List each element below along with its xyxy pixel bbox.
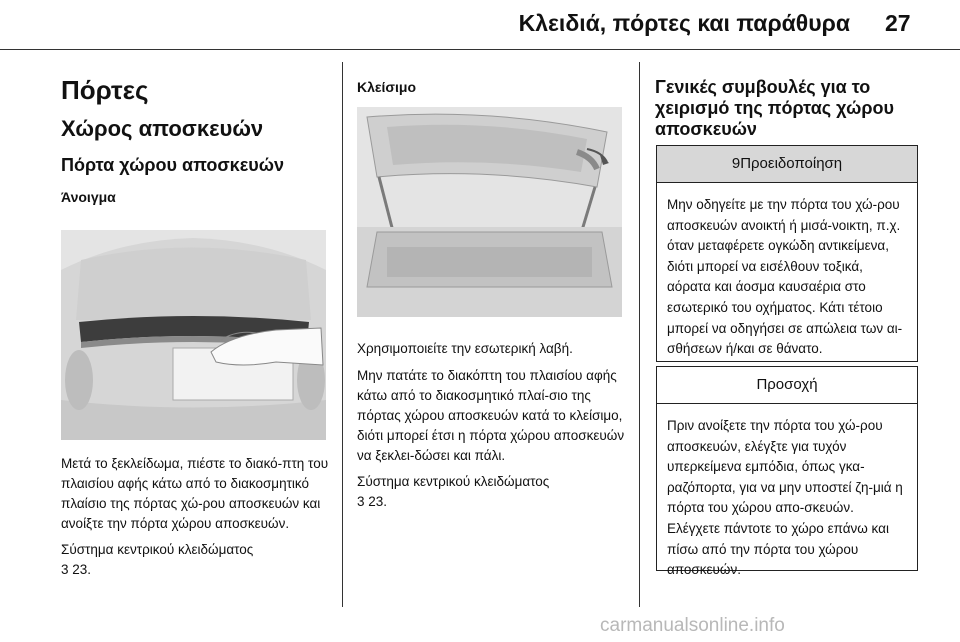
central-locking-reference	[61, 540, 329, 580]
tailgate-hand-illustration	[61, 230, 326, 440]
closing-heading: Κλείσιμο	[357, 79, 417, 95]
warning-title: Προειδοποίηση	[740, 155, 843, 172]
sub-subsection-title: Πόρτα χώρου αποσκευών	[61, 155, 284, 175]
warning-text: Μην οδηγείτε με την πόρτα του χώ-ρου αποσκευών ανοικτή ή μισά-νοικτη, π.χ. όταν μεταφέρετε ογκώδη αντικείμενα, διότι μπορεί να εισέλθουν τοξικά, αόρατα και άοσμα καυσαέρια στο εσωτερικό του οχήματος. Κάτι τέτοιο μπορεί να οδηγήσει σε απώλεια των αι-σθήσεων ή/και σε θάνατο.	[667, 197, 903, 357]
subsection-title: Χώρος αποσκευών	[61, 116, 264, 141]
closing-warning-text: Μην πατάτε το διακόπτη του πλαισίου αφής κάτω από το διακοσμητικό πλαί-σιο της πόρτας χώρου αποσκευών κατά το κλείσιμο, διότι μπορεί έτσι η πόρτα χώρου αποσκευών να ξεκλει-δώσει και πάλι.	[357, 368, 625, 463]
caution-text: Πριν ανοίξετε την πόρτα του χώ-ρου αποσκευών, ελέγξτε για τυχόν υπερκείμενα εμπόδια, όπως γκα-ραζόπορτα, για να μην υποστεί ζη-μιά η πόρτα του χώρου απο-σκευών. Ελέγχετε πάντοτε το χώρο επάνω και πίσω από την πόρτα του χώρου αποσκευών.	[667, 418, 903, 578]
warning-triangle-icon: 9	[731, 155, 741, 172]
column-2	[357, 77, 627, 512]
tailgate-opening-figure	[61, 230, 326, 440]
caution-box-header: Προσοχή	[657, 367, 917, 404]
tailgate-open-illustration	[357, 107, 622, 317]
column-3	[655, 77, 917, 140]
xref-symbol-2: 3	[357, 494, 365, 509]
page-reference-2[interactable]	[357, 494, 387, 509]
caution-box	[656, 366, 918, 578]
central-locking-text-2: Σύστημα κεντρικού κλειδώματος	[357, 474, 550, 489]
xref-symbol: 3	[61, 562, 69, 577]
central-locking-reference-2	[357, 472, 627, 512]
central-locking-text: Σύστημα κεντρικού κλειδώματος	[61, 542, 254, 557]
warning-box	[656, 145, 918, 362]
column-divider-2	[639, 62, 640, 607]
use-inner-handle: Χρησιμοποιείτε την εσωτερική λαβή.	[357, 341, 573, 356]
header-rule	[0, 49, 960, 50]
tailgate-closing-figure	[357, 107, 622, 317]
page-number: 27	[885, 10, 911, 36]
xref-page: 23.	[72, 562, 92, 577]
column-1	[61, 75, 329, 580]
opening-instructions: Μετά το ξεκλείδωμα, πιέστε το διακό-πτη του πλαισίου αφής κάτω από το διακοσμητικό πλαίσιο της πόρτας χώ-ρου αποσκευών και ανοίξτε την πόρτα χώρου αποσκευών.	[61, 456, 329, 531]
column-divider-1	[342, 62, 343, 607]
watermark: carmanualsonline.info	[600, 615, 785, 636]
warning-box-header	[657, 146, 917, 183]
xref-page-2: 23.	[368, 494, 388, 509]
page-reference[interactable]	[61, 562, 91, 577]
general-tips-heading: Γενικές συμβουλές για το χειρισμό της πόρτας χώρου αποσκευών	[655, 77, 894, 139]
section-title: Πόρτες	[61, 75, 149, 105]
page-header-title: Κλειδιά, πόρτες και παράθυρα	[518, 10, 850, 36]
opening-heading: Άνοιγμα	[61, 189, 116, 205]
